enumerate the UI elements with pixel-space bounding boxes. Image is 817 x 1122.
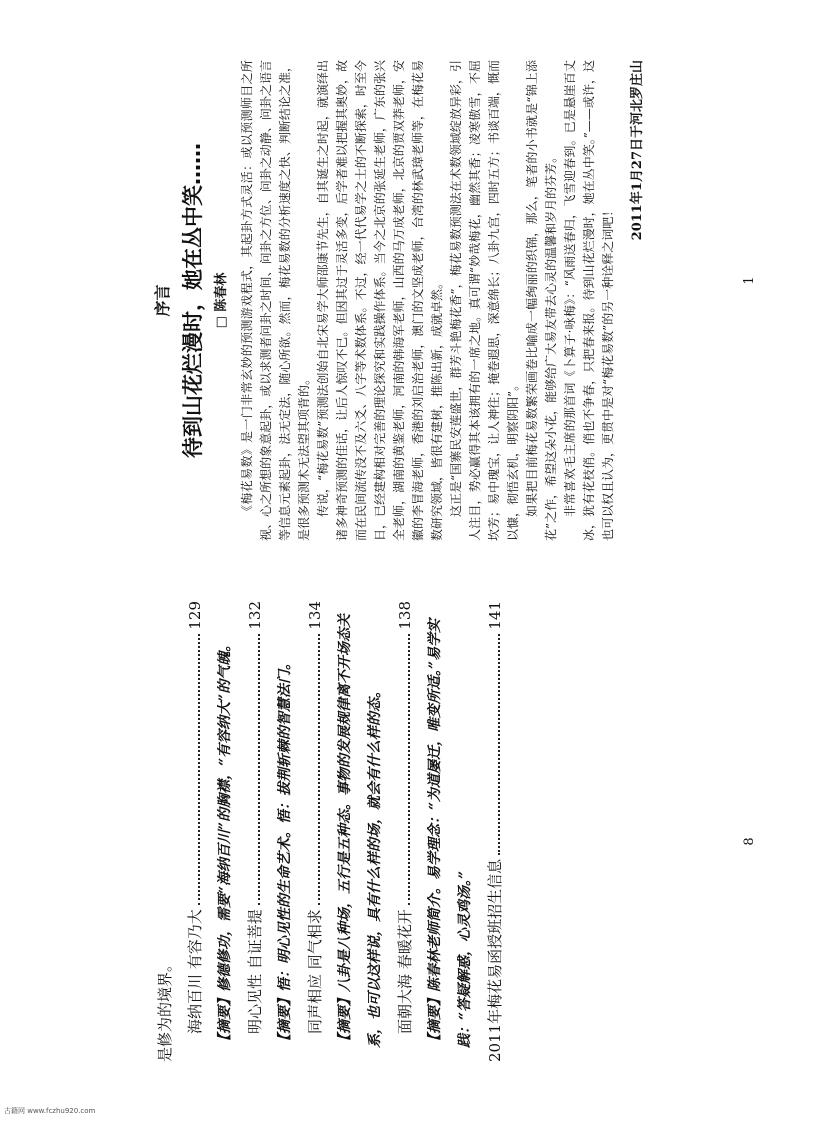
preface-paragraph: 非常喜欢毛主席的那首词《卜算子·咏梅》：“风雨送春归，飞雪迎春到。已是悬崖百丈冰，犹有花枝俏。俏也不争春，只把春来报。待到山花烂漫时，她在丛中笑。”——或许，这也可以权且认为，更贯中是对“梅花易数”的另一种诠释之词吧！ [563,60,615,541]
toc-entry-summary: 【摘要】悟：明心见性的生命艺术。悟：拔荆斩棘的智慧法门。 [277,656,293,1048]
toc-entry-page: 132 [246,601,264,630]
toc-entry-page: 141 [486,601,504,630]
toc-entry[interactable] [390,601,420,1062]
toc-entry-title: 2011年梅花易函授班招生信息 [486,858,504,1062]
toc-leader-dots [198,634,200,906]
preface-title: 待到山花烂漫时，她在丛中笑…… [181,143,205,458]
toc-entry-summary: 【摘要】八卦是八种场，五行是五种态。事物的发展规律离不开场态关系，也可以这样说，具有什么样的场，就会有什么样的态。 [337,614,383,1048]
toc-entry-title: 面朝大海 春暖花开 [396,909,414,1034]
toc-entry-page: 134 [306,601,324,630]
toc-entry-title: 海纳百川 有容乃大 [186,909,204,1034]
toc-entry[interactable] [300,601,330,1062]
toc-entry-summary: 【摘要】陈春林老师简介。易学理念：“为道屡迁，唯变所适。”易学实践：“答疑解惑，心灵鸡汤。” [427,618,473,1048]
preface-paragraph: 如果把目前梅花易数繁荣画卷比喻成一幅绚丽的织锦，那么，笔者的小书就是“锦上添花”之作，希望这朵小花，能够给广大易友带去心灵的温馨和岁月的芬芳。 [525,60,558,541]
toc-lead-text: 是修为的境界。 [156,956,174,1062]
toc-page [0,561,817,1122]
preface-author: □ 陈春林 [214,272,229,329]
toc-entry[interactable] [480,601,510,1062]
toc-leader-dots [408,634,410,906]
preface-paragraph: 这正是“国寨民安莲盛世，群芳斗艳梅花香”，梅花易数预测法在术数领域绽放异彩，引人注目，势必赢得其本该拥有的一席之地。真可谓“妙哉梅花，幽然其香；凌寒傲雪，不屈坎芳；易中瑰宝，让人神往；掩卷遐思，深意绵长；八卦九宫，四时五方；书谈百端，慨而以慷，彻悟玄机，明察阴阳”。 [449,60,520,541]
toc-entry-page: 129 [186,601,204,630]
page-number: 8 [742,837,757,846]
preface-heading: 序言 [153,284,172,317]
preface-paragraph: 《梅花易数》是一门非常玄妙的预测游戏程式，其起卦方式灵活：或以预测师目之所视、心之所想的象意起卦，或以求测者问卦之时间、问卦之方位、问卦之动静、问卦之语言等信息元素起卦，法无定法，随心所欲。然而，梅花易数的分析速度之快、判断结论之准，是很多预测术无法望其项背的。 [240,60,311,541]
toc-entry-page: 138 [396,601,414,630]
toc-entry-summary: 【摘要】修德修功，需要“海纳百川”的胸襟，“有容纳大”的气魄。 [217,637,233,1048]
toc-entry[interactable] [240,601,270,1062]
toc-entry[interactable] [180,601,210,1062]
page-number: 1 [742,276,757,285]
preface-paragraph: 传说，“梅花易数”预测法创始自北宋易学大师邵康节先生，自其诞生之时起，就演绎出诸多神奇预测的佳话，让后人惊叹不已。但因其过于灵活多变，后学者难以把握其奥妙，故而在民间流传没不及六爻、八字等术数体系。不过，经一代代易学之士的不断探索，时至今日，已经建构相对完善的理论探究和实践操作体系。当今之北京的张延生老师，广东的张兴全老师，湖南的黄鉴老师，河南的韩海军老师，山西的马万成老师，北京的贾双莽老师，安徽的李冒海老师，香港的刘启治老师，澳门的文坚成老师，台湾的林武璋老师等，在梅花易数研究领域，皆很有建树，推陈出新，成就卓然。 [316,60,444,541]
preface-date: 2011年1月27日于河北罗庄山 [630,60,645,241]
toc-leader-dots [258,634,260,906]
toc-leader-dots [318,634,320,906]
toc-entry-title: 明心见性 自证菩提 [246,909,264,1034]
toc-entry-title: 同声相应 同气相求 [306,909,324,1034]
site-watermark: 古籍网 www.fczhu920.com [4,1107,96,1115]
toc-leader-dots [498,634,500,855]
